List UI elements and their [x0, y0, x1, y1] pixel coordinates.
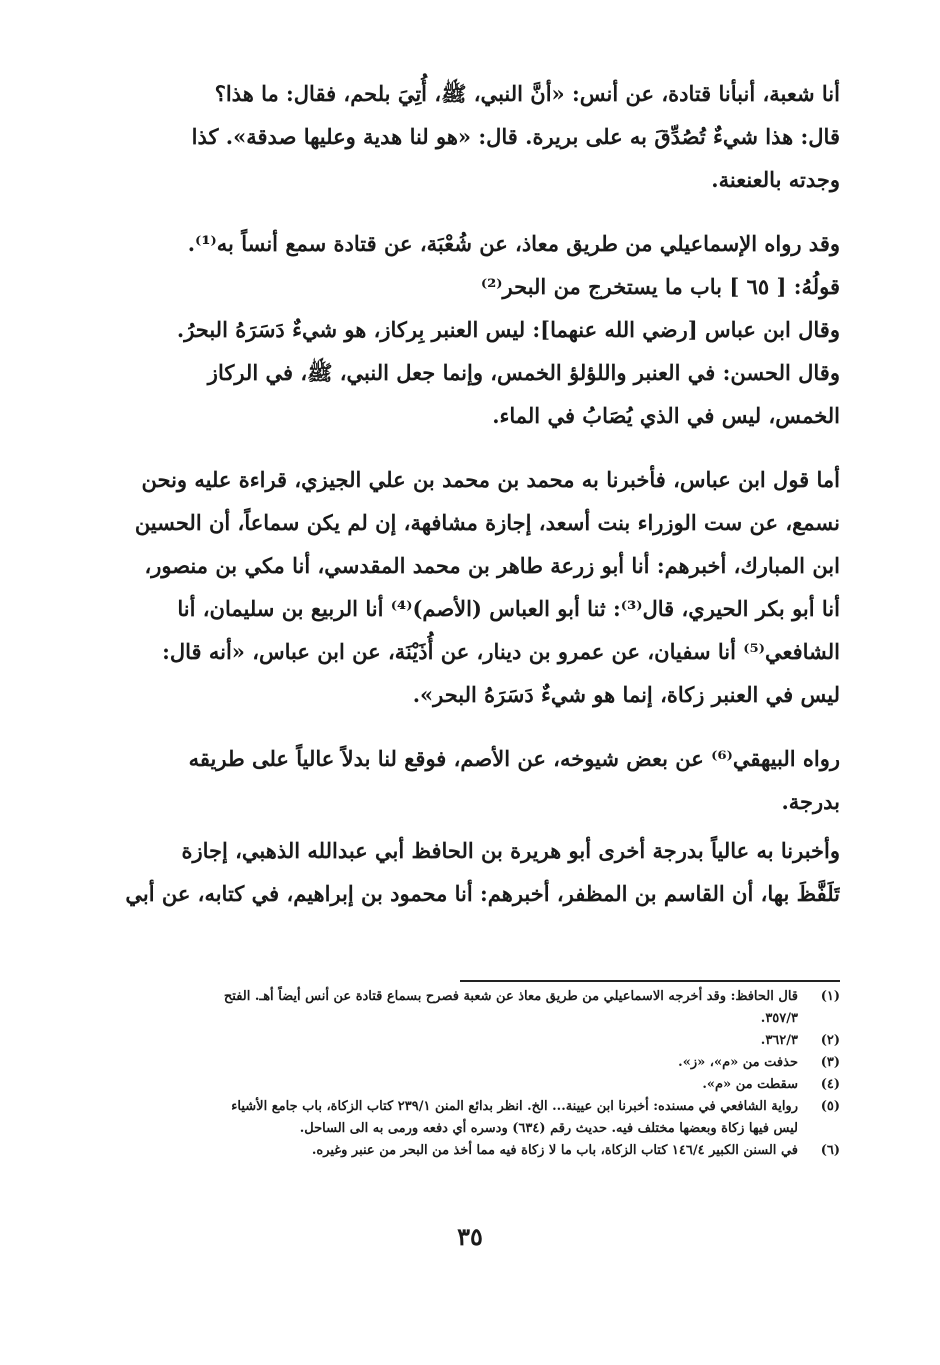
- text-line: نسمع، عن ست الوزراء بنت أسعد، إجازة مشافهة، إن لم يكن سماعاً، أن الحسين: [134, 510, 840, 535]
- footnote-text: رواية الشافعي في مسنده: أخبرنا ابن عيينة... الخ. انظر بدائع المنن ٢٣٩/١ كتاب الزكاة، باب جامع الأشياء: [231, 1099, 798, 1114]
- text-line: أنا شعبة، أنبأنا قتادة، عن أنس: «أنَّ النبي، ﷺ، أُتِيَ بلحم، فقال: ما هذا؟: [214, 81, 840, 106]
- footnote-number: (١): [820, 989, 840, 1004]
- text-line: وقال ابن عباس [رضي الله عنهما]: ليس العنبر بِركاز، هو شيءٌ دَسَرَهُ البحرُ.: [176, 317, 840, 342]
- footnote: [96, 1074, 840, 1096]
- text-line: أنا أبو بكر الحيري، قال⁽³⁾: ثنا أبو العباس (الأصم)⁽⁴⁾ أنا الربيع بن سليمان، أنا: [177, 596, 840, 621]
- footnote-text: ٣٦٢/٣.: [760, 1033, 798, 1048]
- text-line: وأخبرنا به عالياً بدرجة أخرى أبو هريرة بن الحافظ أبي عبدالله الذهبي، إجازة: [181, 838, 840, 863]
- footnote: [96, 1140, 840, 1162]
- text-line: الشافعي⁽⁵⁾ أنا سفيان، عن عمرو بن دينار، عن أُذَيْنَة، عن ابن عباس، «أنه قال:: [162, 639, 840, 664]
- footnote-text: في السنن الكبير ١٤٦/٤ كتاب الزكاة، باب ما لا زكاة فيه مما أخذ من البحر من عنبر وغيره.: [311, 1143, 798, 1158]
- text-line: وقد رواه الإسماعيلي من طريق معاذ، عن شُعْبَة، عن قتادة سمع أنساً به⁽¹⁾.: [187, 231, 840, 256]
- footnote-number: (٢): [820, 1033, 840, 1048]
- text-line: وقال الحسن: في العنبر واللؤلؤ الخمس، وإنما جعل النبي، ﷺ، في الركاز: [207, 360, 840, 385]
- page-number: ٣٥: [457, 1222, 483, 1251]
- footnote-number: (٦): [820, 1143, 840, 1158]
- text-line: ابن المبارك، أخبرهم: أنا أبو زرعة طاهر بن محمد المقدسي، أنا مكي بن منصور،: [144, 553, 840, 578]
- text-line: تَلَفَّظَ بها، أن القاسم بن المظفر، أخبرهم: أنا محمود بن إبراهيم، في كتابه، عن أبي: [125, 881, 840, 906]
- footnote-text: حذفت من «م»، «ز».: [678, 1055, 798, 1070]
- footnote: [96, 1096, 840, 1140]
- footnote: [96, 986, 840, 1030]
- footnote-number: (٣): [820, 1055, 840, 1070]
- footnote: [96, 1030, 840, 1052]
- text-line: قال: هذا شيءٌ تُصُدِّقَ به على بريرة. قال: «هو لنا هدية وعليها صدقة». كذا: [191, 124, 840, 149]
- text-line: بدرجة.: [781, 789, 840, 814]
- main-text: [96, 72, 840, 915]
- footnote: [96, 1052, 840, 1074]
- footnote-number: (٥): [820, 1099, 840, 1114]
- text-line: رواه البيهقي⁽⁶⁾ عن بعض شيوخه، عن الأصم، فوقع لنا بدلاً عالياً على طريقه: [188, 746, 840, 771]
- text-line: ليس في العنبر زكاة، إنما هو شيءٌ دَسَرَهُ البحر».: [412, 682, 840, 707]
- text-line: الخمس، ليس في الذي يُصَابُ في الماء.: [492, 403, 840, 428]
- footnote-text: ليس فيها زكاة وبعضها مختلف فيه. حديث رقم (٦٣٤) ودسره أي دفعه ورمى به الى الساحل.: [299, 1121, 798, 1136]
- footnote-text: ٣٥٧/٣.: [760, 1011, 798, 1026]
- section-heading: قولُهُ: [ ٦٥ ] باب ما يستخرج من البحر⁽²⁾: [480, 274, 840, 299]
- text-line: وجدته بالعنعنة.: [711, 167, 840, 192]
- footnote-text: سقطت من «م».: [702, 1077, 798, 1092]
- footnote-divider: [460, 980, 840, 982]
- footnote-number: (٤): [820, 1077, 840, 1092]
- footnote-text: قال الحافظ: وقد أخرجه الاسماعيلي من طريق معاذ عن شعبة فصرح بسماع قتادة عن أنس أيضاً أهـ. الفتح: [223, 989, 798, 1004]
- footnotes: [96, 986, 840, 1162]
- text-line: أما قول ابن عباس، فأخبرنا به محمد بن محمد بن علي الجيزي، قراءة عليه ونحن: [141, 467, 840, 492]
